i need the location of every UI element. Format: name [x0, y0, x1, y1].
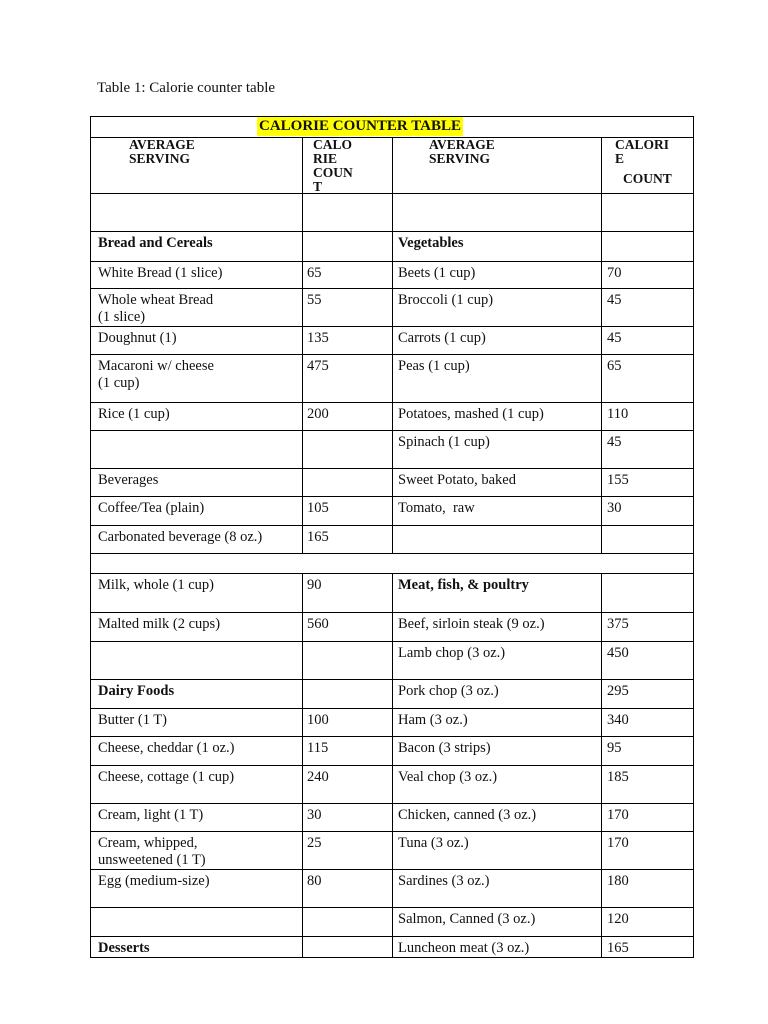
table-title-row	[90, 116, 694, 137]
table-row	[91, 937, 693, 958]
food-item-right: Luncheon meat (3 oz.)	[398, 940, 530, 956]
table-row	[91, 709, 693, 737]
calorie-value-right: 45	[607, 330, 622, 346]
table-row	[91, 194, 693, 232]
food-item-left: Coffee/Tea (plain)	[98, 500, 205, 516]
food-item-left: Dairy Foods	[98, 683, 175, 699]
calorie-value-right: 155	[607, 472, 629, 488]
table-row	[91, 355, 693, 403]
food-item-right: Pork chop (3 oz.)	[398, 683, 499, 699]
food-item-right: Chicken, canned (3 oz.)	[398, 807, 537, 823]
calorie-value-left: 135	[307, 330, 329, 346]
table-row	[91, 526, 693, 554]
table-row	[91, 497, 693, 526]
food-item-right: Potatoes, mashed (1 cup)	[398, 406, 544, 422]
table-row	[91, 908, 693, 937]
food-item-right: Broccoli (1 cup)	[398, 292, 494, 308]
table-body-top	[90, 194, 694, 554]
calorie-value-right: 70	[607, 265, 622, 281]
header-calorie-count-left: CALO RIE COUN T	[313, 137, 353, 194]
calorie-value-right: 110	[607, 406, 629, 422]
food-item-right: Tomato, raw	[398, 500, 475, 516]
food-item-right: Ham (3 oz.)	[398, 712, 468, 728]
food-item-right: Tuna (3 oz.)	[398, 835, 469, 851]
food-item-left: Doughnut (1)	[98, 330, 177, 346]
table-row	[91, 469, 693, 497]
table-header-row	[90, 137, 694, 194]
food-item-right: Vegetables	[398, 235, 464, 251]
calorie-value-left: 240	[307, 769, 329, 785]
food-item-left: Cheese, cheddar (1 oz.)	[98, 740, 235, 756]
header-average-serving-left: AVERAGE SERVING	[129, 137, 195, 166]
food-item-right: Sardines (3 oz.)	[398, 873, 490, 889]
calorie-value-right: 180	[607, 873, 629, 889]
calorie-value-right: 95	[607, 740, 622, 756]
calorie-value-left: 560	[307, 616, 329, 632]
calorie-value-left: 55	[307, 292, 322, 308]
table-row	[91, 832, 693, 870]
table-separator-row	[90, 554, 694, 574]
calorie-value-right: 45	[607, 434, 622, 450]
calorie-value-right: 30	[607, 500, 622, 516]
calorie-value-right: 450	[607, 645, 629, 661]
calorie-value-left: 25	[307, 835, 322, 851]
table-row	[91, 680, 693, 709]
calorie-value-left: 80	[307, 873, 322, 889]
calorie-value-left: 200	[307, 406, 329, 422]
table-row	[91, 642, 693, 680]
calorie-value-left: 65	[307, 265, 322, 281]
food-item-left: Malted milk (2 cups)	[98, 616, 221, 632]
calorie-value-right: 45	[607, 292, 622, 308]
food-item-right: Beets (1 cup)	[398, 265, 476, 281]
food-item-left: Carbonated beverage (8 oz.)	[98, 529, 263, 545]
table-row	[91, 289, 693, 327]
food-item-right: Sweet Potato, baked	[398, 472, 516, 488]
table-row	[91, 327, 693, 355]
header-average-serving-right: AVERAGE SERVING	[429, 137, 495, 166]
calorie-value-left: 115	[307, 740, 329, 756]
calorie-value-right: 170	[607, 807, 629, 823]
food-item-right: Veal chop (3 oz.)	[398, 769, 498, 785]
calorie-value-right: 65	[607, 358, 622, 374]
food-item-left: Macaroni w/ cheese (1 cup)	[98, 358, 214, 391]
calorie-value-right: 120	[607, 911, 629, 927]
calorie-value-left: 165	[307, 529, 329, 545]
food-item-right: Beef, sirloin steak (9 oz.)	[398, 616, 545, 632]
food-item-right: Spinach (1 cup)	[398, 434, 490, 450]
calorie-value-left: 475	[307, 358, 329, 374]
food-item-right: Lamb chop (3 oz.)	[398, 645, 506, 661]
calorie-value-right: 340	[607, 712, 629, 728]
table-row	[91, 613, 693, 642]
food-item-left: Beverages	[98, 472, 159, 488]
food-item-left: Butter (1 T)	[98, 712, 167, 728]
table-body-bottom	[90, 574, 694, 958]
table-row	[91, 403, 693, 431]
table-row	[91, 232, 693, 262]
header-calorie-count-right-b: COUNT	[623, 171, 672, 186]
food-item-left: Rice (1 cup)	[98, 406, 170, 422]
calorie-value-right: 375	[607, 616, 629, 632]
food-item-left: White Bread (1 slice)	[98, 265, 223, 281]
table-row	[91, 804, 693, 832]
food-item-left: Cheese, cottage (1 cup)	[98, 769, 235, 785]
calorie-value-left: 90	[307, 577, 322, 593]
table-row	[91, 574, 693, 613]
table-row	[91, 737, 693, 766]
table-row	[91, 870, 693, 908]
calorie-value-right: 170	[607, 835, 629, 851]
food-item-left: Bread and Cereals	[98, 235, 213, 251]
calorie-value-right: 295	[607, 683, 629, 699]
food-item-right: Carrots (1 cup)	[398, 330, 486, 346]
food-item-left: Milk, whole (1 cup)	[98, 577, 214, 593]
food-item-right: Bacon (3 strips)	[398, 740, 491, 756]
calorie-value-left: 100	[307, 712, 329, 728]
food-item-left: Cream, whipped, unsweetened (1 T)	[98, 835, 206, 868]
calorie-value-left: 105	[307, 500, 329, 516]
table-caption: Table 1: Calorie counter table	[97, 80, 276, 96]
table-row	[91, 262, 693, 289]
food-item-left: Cream, light (1 T)	[98, 807, 204, 823]
food-item-right: Salmon, Canned (3 oz.)	[398, 911, 536, 927]
calorie-table	[90, 116, 694, 958]
food-item-left: Desserts	[98, 940, 150, 956]
food-item-right: Meat, fish, & poultry	[398, 577, 529, 593]
calorie-value-right: 185	[607, 769, 629, 785]
header-calorie-count-right-a: CALORI E	[615, 137, 670, 166]
food-item-left: Whole wheat Bread (1 slice)	[98, 292, 214, 325]
table-title: CALORIE COUNTER TABLE	[259, 118, 461, 134]
table-row	[91, 766, 693, 804]
food-item-right: Peas (1 cup)	[398, 358, 470, 374]
calorie-value-right: 165	[607, 940, 629, 956]
table-row	[91, 431, 693, 469]
food-item-left: Egg (medium-size)	[98, 873, 210, 889]
calorie-value-left: 30	[307, 807, 322, 823]
